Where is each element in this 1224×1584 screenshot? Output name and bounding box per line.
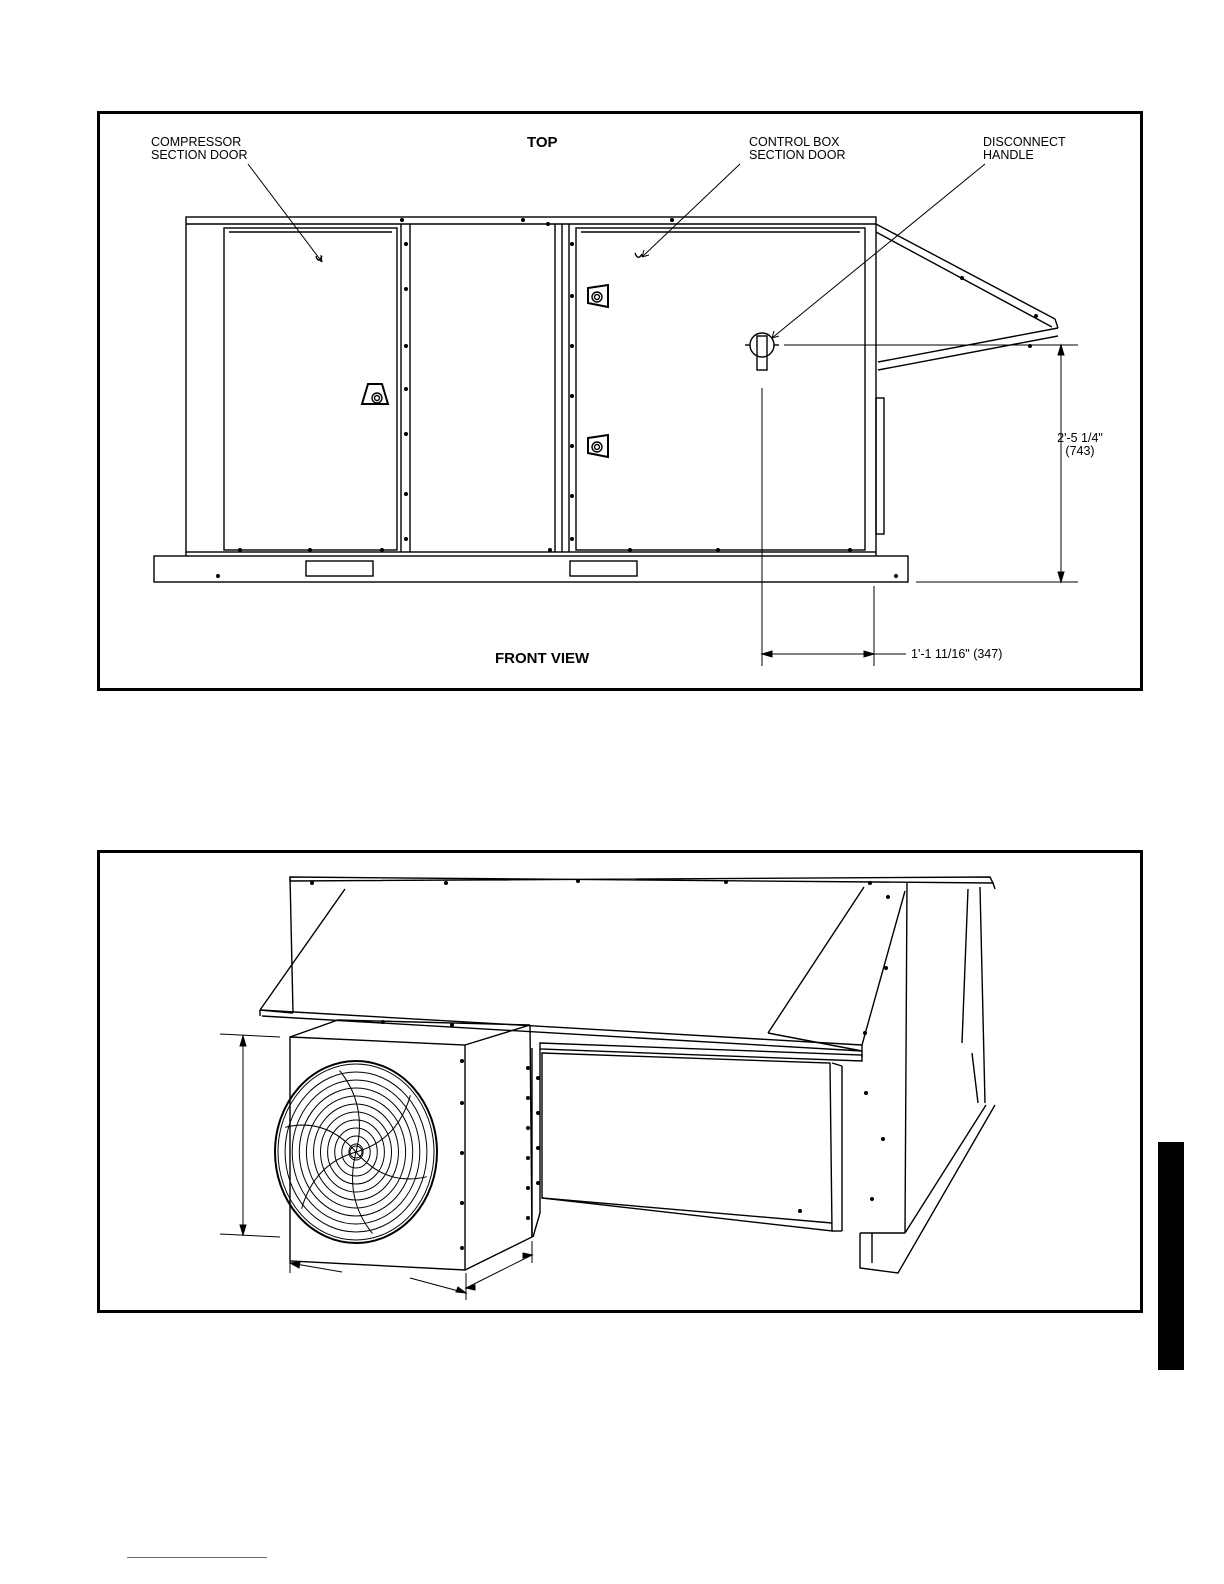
compressor-door-handle [362, 384, 388, 404]
label-line: COMPRESSOR [151, 135, 242, 149]
control-door-handle-upper [588, 285, 608, 307]
base-cutout-left [306, 561, 373, 576]
height-dimension-label [1040, 432, 1120, 458]
offset-dimension-label: 1'-1 11/16" (347) [911, 647, 1003, 661]
label-line: DISCONNECT [983, 135, 1066, 149]
side-hood-iso [260, 887, 905, 1057]
dimension-lines [762, 345, 1078, 666]
compressor-section-door [224, 228, 397, 550]
front-view-title: FRONT VIEW [495, 650, 590, 667]
leader-lines [248, 164, 985, 338]
rivets-iso [310, 879, 890, 1250]
rivets [216, 218, 1038, 578]
disconnect-handle [745, 333, 779, 370]
base-rail [154, 556, 908, 582]
top-label: TOP [527, 134, 558, 151]
control-box-section-door [576, 228, 865, 550]
fan-blade [340, 1071, 360, 1153]
label-line: (743) [1065, 444, 1095, 458]
control-door-handle-lower [588, 435, 608, 457]
front-view-panel [97, 111, 1143, 691]
label-line: CONTROL BOX [749, 135, 840, 149]
label-line: HANDLE [983, 148, 1034, 162]
fan-blade [353, 1152, 373, 1234]
control-box-door-label [749, 136, 846, 162]
compressor-door-label [151, 136, 248, 162]
front-view-drawing [100, 114, 1140, 688]
isometric-view-panel [97, 850, 1143, 1313]
disconnect-handle-label [983, 136, 1066, 162]
side-hood [876, 224, 1058, 534]
condenser-fan-box [290, 1020, 532, 1270]
unit-cabinet [186, 217, 876, 552]
access-panel-iso [533, 1043, 862, 1237]
door-latch-mark [635, 253, 642, 257]
label-line: 2'-5 1/4" [1057, 431, 1103, 445]
label-line: SECTION DOOR [749, 148, 846, 162]
section-index-tab [1158, 1142, 1184, 1370]
label-line: SECTION DOOR [151, 148, 248, 162]
isometric-view-drawing [100, 853, 1140, 1310]
base-cutout-right [570, 561, 637, 576]
footer-rule [127, 1557, 267, 1558]
fan-guard [275, 1061, 437, 1243]
